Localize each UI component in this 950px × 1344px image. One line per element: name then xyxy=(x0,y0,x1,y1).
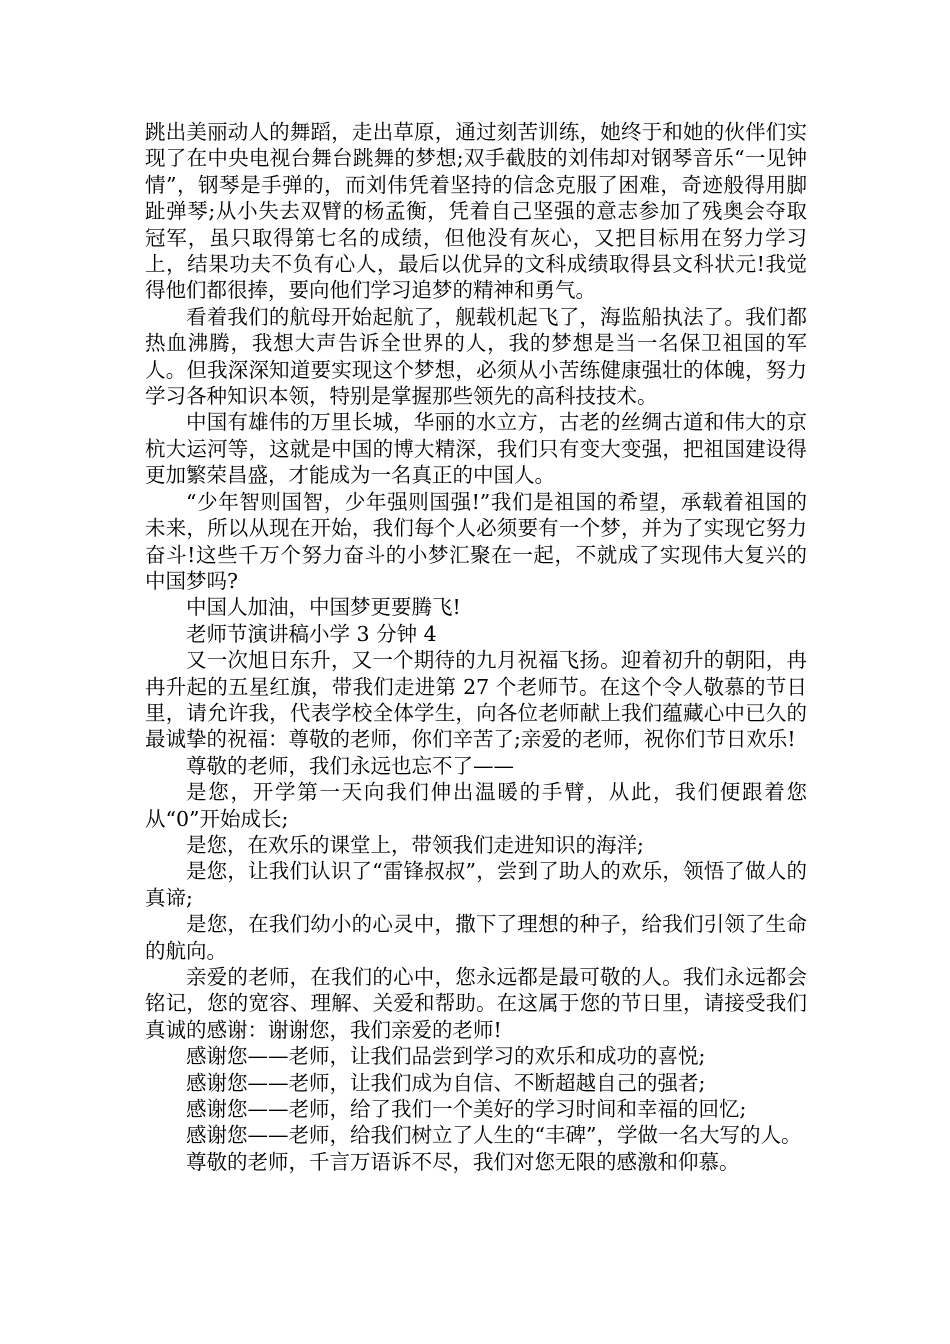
paragraph: 中国人加油，中国梦更要腾飞! xyxy=(186,595,461,620)
paragraph: 是您，在我们幼小的心灵中，撒下了理想的种子，给我们引领了生命的航向。 xyxy=(145,912,807,963)
paragraph: 感谢您——老师，给我们树立了人生的“丰碑”，学做一名大写的人。 xyxy=(186,1123,802,1148)
paragraph: 是您，让我们认识了“雷锋叔叔”，尝到了助人的欢乐，领悟了做人的真谛; xyxy=(145,859,807,910)
paragraph: 跳出美丽动人的舞蹈，走出草原，通过刻苦训练，她终于和她的伙伴们实现了在中央电视台舞台跳舞的梦想;双手截肢的刘伟却对钢琴音乐“一见钟情”，钢琴是手弹的，而刘伟凭着坚持的信念克服了困难，奇迹般得用脚趾弹琴;从小失去双臂的杨孟衡，凭着自己坚强的意志参加了残奥会夺取冠军，虽只取得第七名的成绩，但他没有灰心，又把目标用在努力学习上，结果功夫不负有心人，最后以优异的文科成绩取得县文科状元!我觉得他们都很捧，要向他们学习追梦的精神和勇气。 xyxy=(145,120,807,303)
paragraph: 中国有雄伟的万里长城，华丽的水立方，古老的丝绸古道和伟大的京杭大运河等，这就是中国的博大精深，我们只有变大变强，把祖国建设得更加繁荣昌盛，才能成为一名真正的中国人。 xyxy=(145,410,807,488)
paragraph: 是您，开学第一天向我们伸出温暖的手臂，从此，我们便跟着您从“0”开始成长; xyxy=(145,780,807,831)
paragraph: 感谢您——老师，让我们品尝到学习的欢乐和成功的喜悦; xyxy=(186,1044,706,1069)
paragraph: 尊敬的老师，我们永远也忘不了—— xyxy=(186,753,514,778)
paragraph: 感谢您——老师，让我们成为自信、不断超越自己的强者; xyxy=(186,1070,706,1095)
section-heading: 老师节演讲稿小学 3 分钟 4 xyxy=(186,621,437,646)
paragraph: “少年智则国智，少年强则国强!”我们是祖国的希望，承载着祖国的未来，所以从现在开始，我们每个人必须要有一个梦，并为了实现它努力奋斗!这些千万个努力奋斗的小梦汇聚在一起，不就成了实现伟大复兴的中国梦吗? xyxy=(145,489,807,593)
paragraph: 是您，在欢乐的课堂上，带领我们走进知识的海洋; xyxy=(186,832,644,857)
document-page xyxy=(145,119,807,1175)
paragraph: 亲爱的老师，在我们的心中，您永远都是最可敬的人。我们永远都会铭记，您的宽容、理解、关爱和帮助。在这属于您的节日里，请接受我们真诚的感谢：谢谢您，我们亲爱的老师! xyxy=(145,965,807,1042)
paragraph: 又一次旭日东升，又一个期待的九月祝福飞扬。迎着初升的朝阳，冉冉升起的五星红旗，带我们走进第 27 个老师节。在这个令人敬慕的节日里，请允许我，代表学校全体学生，向各位老师献上我们蕴藏心中已久的最诚挚的祝福：尊敬的老师，你们辛苦了;亲爱的老师，祝你们节日欢乐! xyxy=(145,648,807,752)
paragraph: 感谢您——老师，给了我们一个美好的学习时间和幸福的回忆; xyxy=(186,1097,747,1122)
paragraph: 看着我们的航母开始起航了，舰载机起飞了，海监船执法了。我们都热血沸腾，我想大声告诉全世界的人，我的梦想是当一名保卫祖国的军人。但我深深知道要实现这个梦想，必须从小苦练健康强壮的体魄，努力学习各种知识本领，特别是掌握那些领先的高科技技术。 xyxy=(145,304,807,409)
paragraph: 尊敬的老师，千言万语诉不尽，我们对您无限的感激和仰慕。 xyxy=(186,1149,740,1174)
